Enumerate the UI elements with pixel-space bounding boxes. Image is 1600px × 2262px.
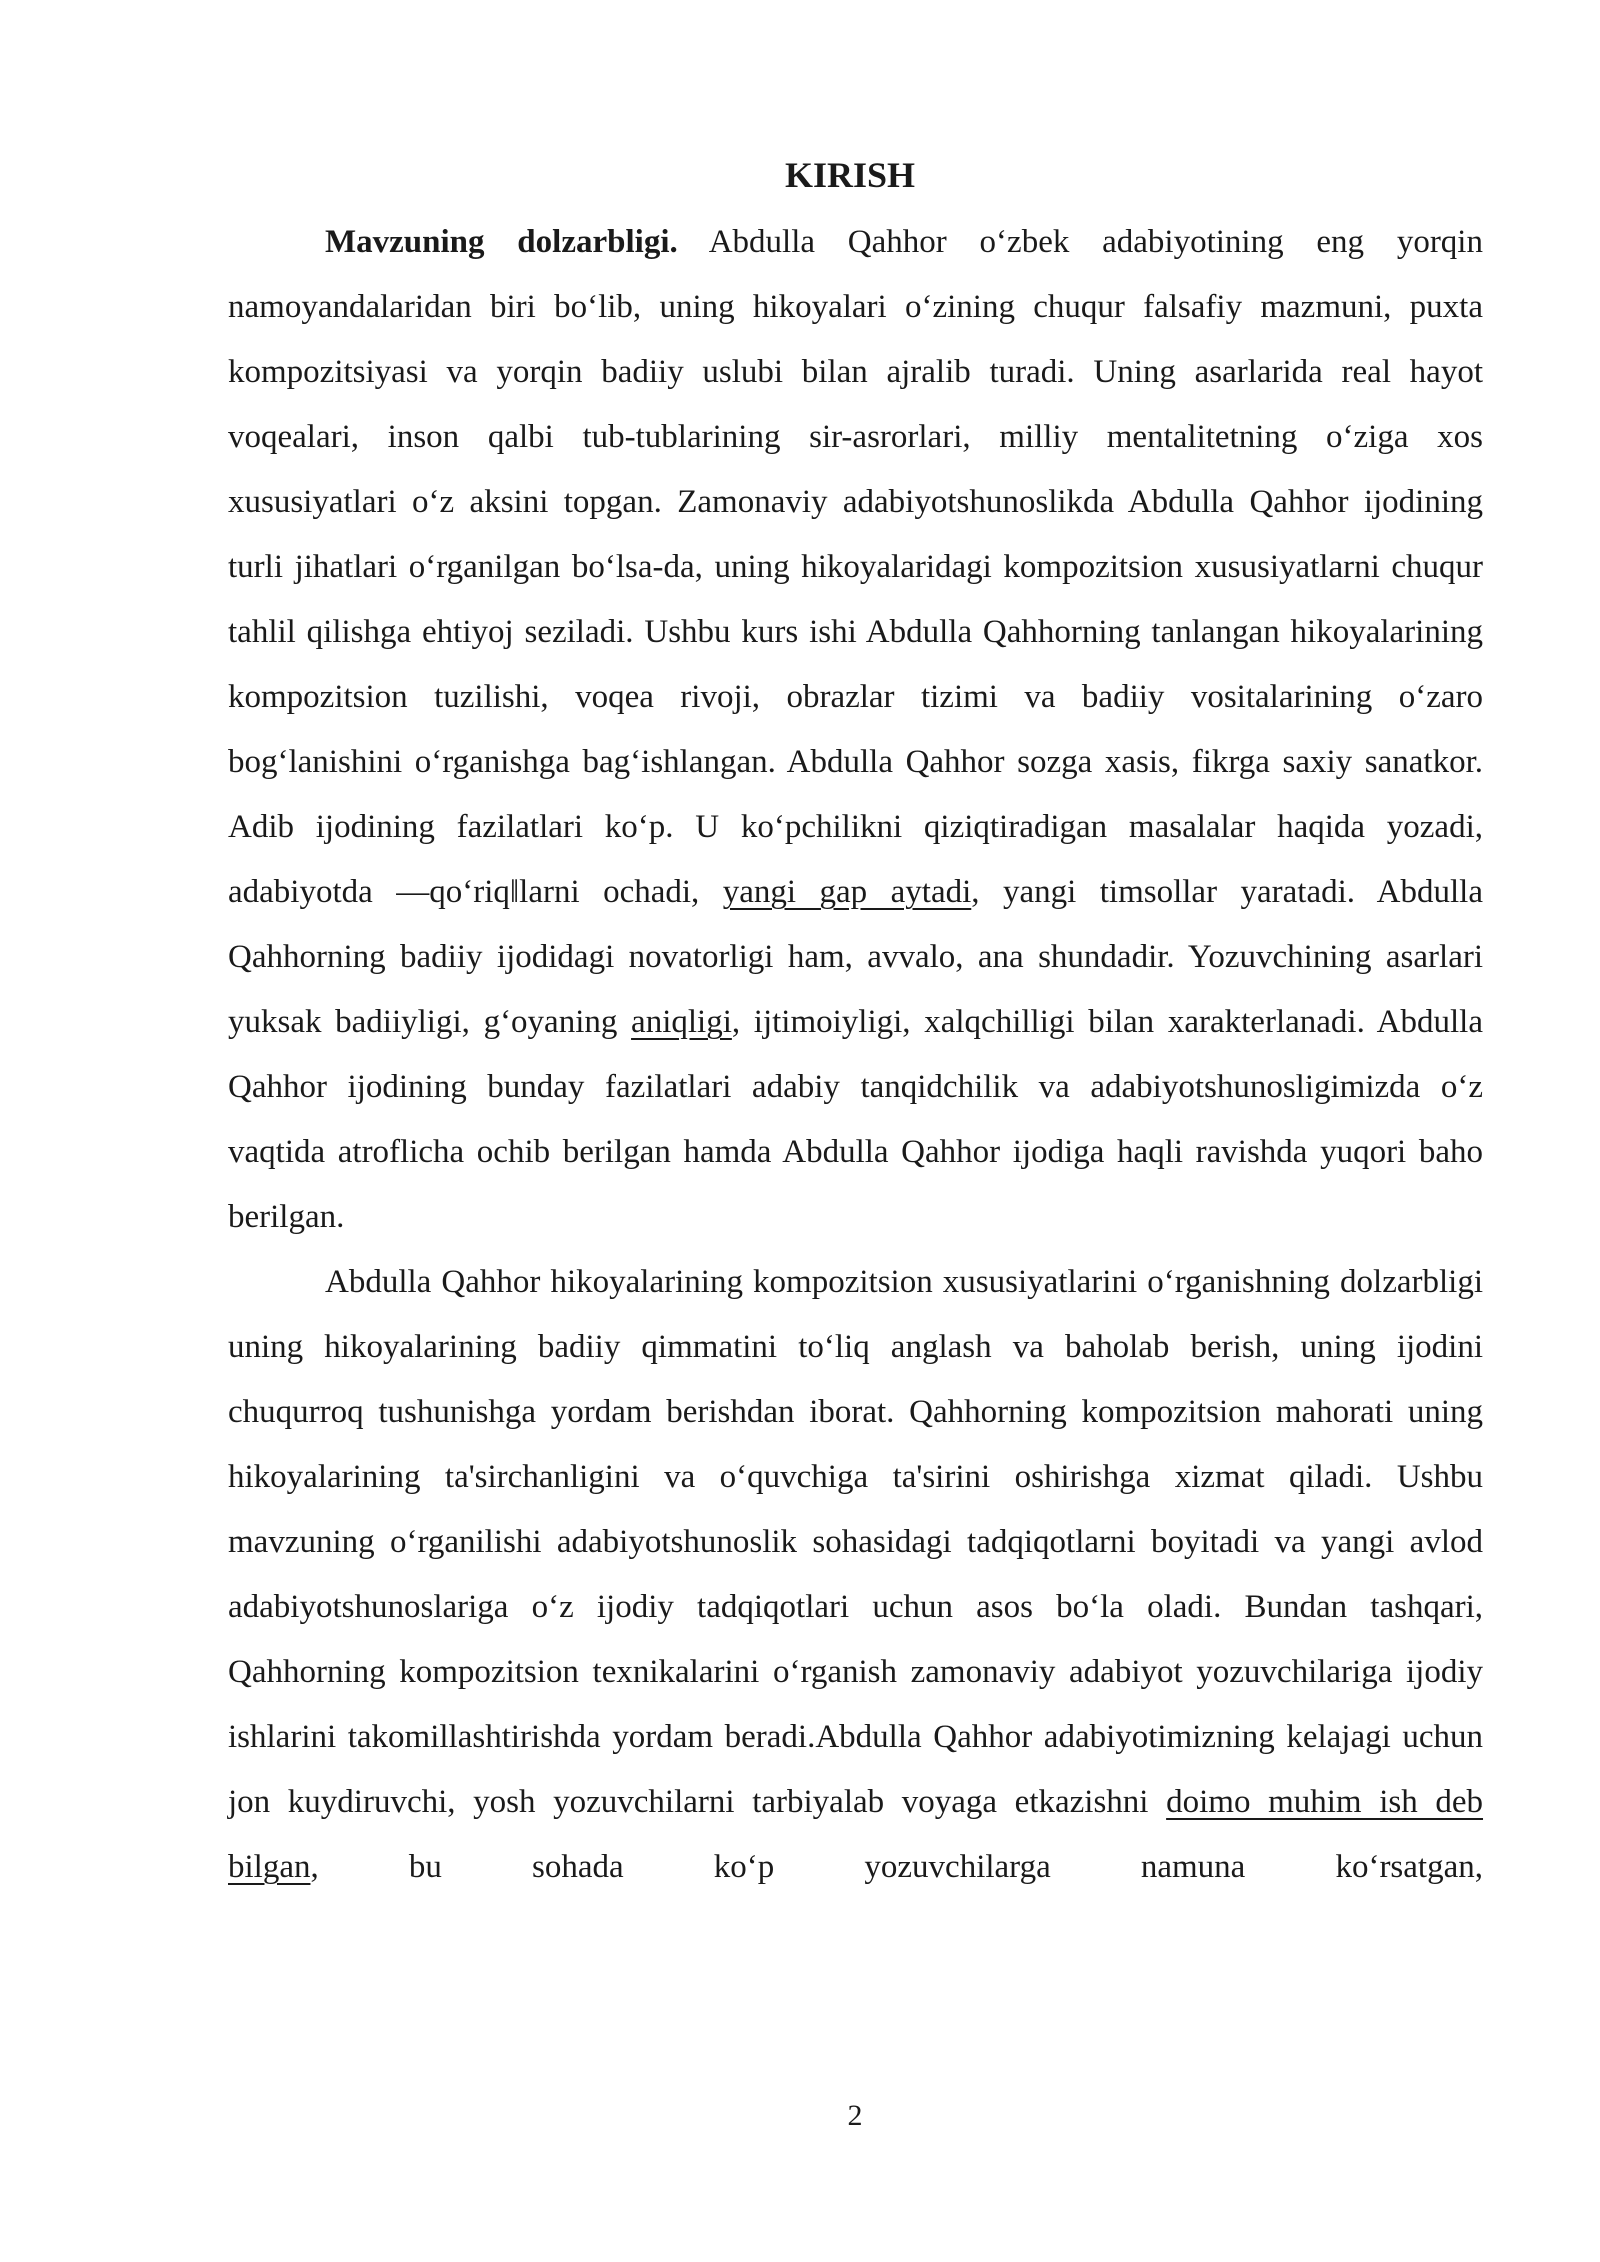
page-number: 2 [847, 2099, 863, 2132]
paragraph-lead: Mavzuning dolzarbligi. [325, 224, 678, 260]
paragraph-text: Abdulla Qahhor o‘zbek adabiyotining eng yorqin namoyandalaridan biri bo‘lib, uning hikoyalari o‘zining chuqur falsafiy mazmuni, puxta kompozitsiyasi va yorqin badiiy uslubi bilan ajralib turadi. Uning asarlarida real hayot voqealari, inson qalbi tub-tublarining sir-asrorlari, milliy mentalitetning o‘ziga xos xususiyatlari o‘z aksini topgan. Zamonaviy adabiyotshunoslikda Abdulla Qahhor ijodining turli jihatlari o‘rganilgan bo‘lsa-da, uning hikoyalaridagi kompozitsion xususiyatlarni chuqur tahlil qilishga ehtiyoj seziladi. Ushbu kurs ishi Abdulla Qahhorning tanlangan hikoyalarining kompozitsion tuzilishi, voqea rivoji, obrazlar tizimi va badiiy vositalarining o‘zaro bog‘lanishini o‘rganishga bag‘ishlangan. Abdulla Qahhor sozga xasis, fikrga saxiy sanatkor. Adib ijodining fazilatlari ko‘p. U ko‘pchilikni qiziqtiradigan masalalar haqida yozadi, adabiyotda ―qo‘riq‖larni ochadi, [228, 224, 1483, 910]
body-text [228, 210, 1483, 1900]
underlined-phrase: yangi gap aytadi [722, 874, 972, 910]
paragraph-text: Abdulla Qahhor hikoyalarining kompozitsion xususiyatlarini o‘rganishning dolzarbligi uning hikoyalarining badiiy qimmatini to‘liq anglash va baholab berish, uning ijodini chuqurroq tushunishga yordam berishdan iborat. Qahhorning kompozitsion mahorati uning hikoyalarining ta'sirchanligini va o‘quvchiga ta'sirini oshirishga xizmat qiladi. Ushbu mavzuning o‘rganilishi adabiyotshunoslik sohasidagi tadqiqotlarni boyitadi va yangi avlod adabiyotshunoslariga o‘z ijodiy tadqiqotlari uchun asos bo‘la oladi. Bundan tashqari, Qahhorning kompozitsion texnikalarini o‘rganish zamonaviy adabiyot yozuvchilariga ijodiy ishlarini takomillashtirishda yordam beradi.Abdulla Qahhor adabiyotimizning kelajagi uchun jon kuydiruvchi, yosh yozuvchilarni tarbiyalab voyaga etkazishni [228, 1264, 1483, 1820]
paragraph-text: , yangi timsollar yaratadi. Abdulla Qahhorning badiiy ijodidagi novatorligi ham, avvalo, ana shundadir. Yozuvchining asarlari yuksak badiiyligi, g‘oyaning [228, 874, 1483, 1040]
paragraph-text: , bu sohada ko‘p yozuvchilarga namuna ko‘rsatgan, [310, 1849, 1483, 1885]
paragraph-text: , ijtimoiyligi, xalqchilligi bilan xarakterlanadi. Abdulla Qahhor ijodining bunday fazilatlari adabiy tanqidchilik va adabiyotshunosligimizda o‘z vaqtida atroflicha ochib berilgan hamda Abdulla Qahhor ijodiga haqli ravishda yuqori baho berilgan. [228, 1004, 1483, 1235]
paragraph-relevance [228, 210, 1483, 1250]
page-title: KIRISH [784, 155, 916, 195]
underlined-phrase: doimo muhim ish deb bilgan [228, 1784, 1484, 1885]
underlined-phrase: aniqligi [631, 1004, 732, 1040]
paragraph-composition [228, 1250, 1483, 1900]
